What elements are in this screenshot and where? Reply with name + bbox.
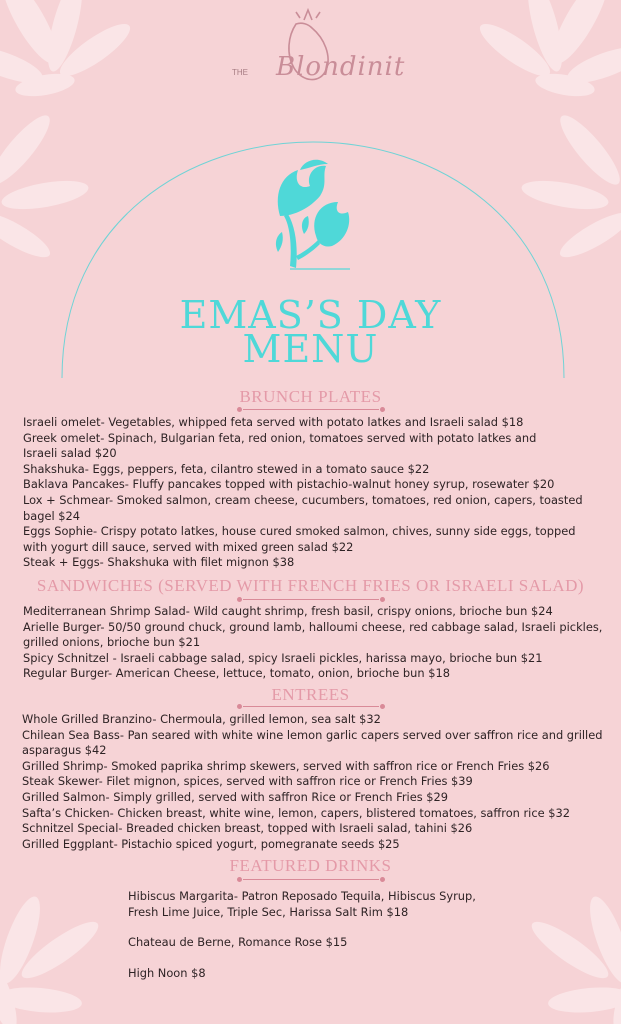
- list-item: Israeli omelet- Vegetables, whipped feta served with potato latkes and Israeli salad $18: [23, 415, 524, 429]
- list-item: Regular Burger- American Cheese, lettuce, tomato, onion, brioche bun $18: [23, 666, 450, 681]
- list-item: Greek omelet- Spinach, Bulgarian feta, red onion, tomatoes served with potato latkes and Israeli salad $20: [23, 430, 537, 461]
- restaurant-logo: [228, 6, 406, 102]
- logo-prefix: THE: [232, 68, 248, 77]
- menu-title-line2: MENU: [242, 327, 379, 371]
- list-item: Grilled Eggplant- Pistachio spiced yogurt, pomegranate seeds $25: [22, 836, 400, 851]
- list-item: Safta’s Chicken- Chicken breast, white wine, lemon, capers, blistered tomatoes, saffron rice $32: [22, 805, 570, 820]
- entrees-list: [22, 712, 607, 852]
- brunch-list: [23, 415, 608, 571]
- section-divider: [237, 703, 385, 711]
- section-divider: [237, 876, 385, 884]
- entrees-heading: ENTREES: [271, 685, 350, 704]
- list-item: Chilean Sea Bass- Pan seared with white wine lemon garlic capers served over saffron rice and grilled asparagus $42: [22, 727, 603, 758]
- list-item: Shakshuka- Eggs, peppers, feta, cilantro stewed in a tomato sauce $22: [23, 461, 430, 476]
- list-item: Chateau de Berne, Romance Rose $15: [128, 935, 348, 950]
- flower-icon: [270, 156, 358, 272]
- section-divider: [237, 596, 385, 604]
- list-item: Steak Skewer- Filet mignon, spices, served with saffron rice or French Fries $39: [22, 774, 473, 789]
- list-item: Baklava Pancakes- Fluffy pancakes topped with pistachio-walnut honey syrup, rosewater $20: [23, 477, 555, 492]
- list-item: Hibiscus Margarita- Patron Reposado Tequila, Hibiscus Syrup, Fresh Lime Juice, Triple Sec, Harissa Salt Rim $18: [128, 889, 476, 919]
- sandwiches-list: [23, 604, 608, 682]
- decorative-leaves-bottom-left: [0, 880, 130, 1024]
- list-item: Steak + Eggs- Shakshuka with filet mignon $38: [23, 555, 295, 570]
- logo-name: Blondinit: [276, 52, 406, 82]
- list-item: Eggs Sophie- Crispy potato latkes, house cured smoked salmon, chives, sunny side eggs, topped with yogurt dill sauce, served with mixed green salad $22: [23, 524, 576, 554]
- list-item: Grilled Salmon- Simply grilled, served with saffron Rice or French Fries $29: [22, 789, 449, 804]
- drinks-list: [128, 889, 488, 981]
- list-item: Schnitzel Special- Breaded chicken breast, topped with Israeli salad, tahini $26: [22, 821, 473, 836]
- list-item: Whole Grilled Branzino- Chermoula, grilled lemon, sea salt $32: [22, 712, 381, 726]
- brunch-heading: BRUNCH PLATES: [239, 387, 382, 406]
- list-item: Spicy Schnitzel - Israeli cabbage salad, spicy Israeli pickles, harissa mayo, brioche bun $21: [23, 650, 543, 665]
- list-item: High Noon $8: [128, 965, 206, 980]
- list-item: Arielle Burger- 50/50 ground chuck, ground lamb, halloumi cheese, red cabbage salad, Israeli pickles, grilled onions, brioche bun $21: [23, 619, 603, 650]
- section-divider: [237, 406, 385, 414]
- list-item: Grilled Shrimp- Smoked paprika shrimp skewers, served with saffron rice or French Fries $26: [22, 758, 550, 773]
- drinks-heading: FEATURED DRINKS: [229, 856, 392, 875]
- list-item: Lox + Schmear- Smoked salmon, cream cheese, cucumbers, tomatoes, red onion, capers, toasted bagel $24: [23, 492, 583, 523]
- list-item: Mediterranean Shrimp Salad- Wild caught shrimp, fresh basil, crispy onions, brioche bun $24: [23, 604, 553, 618]
- decorative-leaves-bottom-right: [500, 880, 621, 1024]
- sandwiches-heading: SANDWICHES (SERVED WITH FRENCH FRIES OR ISRAELI SALAD): [36, 576, 585, 595]
- menu-title-line1: EMAS’S DAY: [179, 293, 442, 337]
